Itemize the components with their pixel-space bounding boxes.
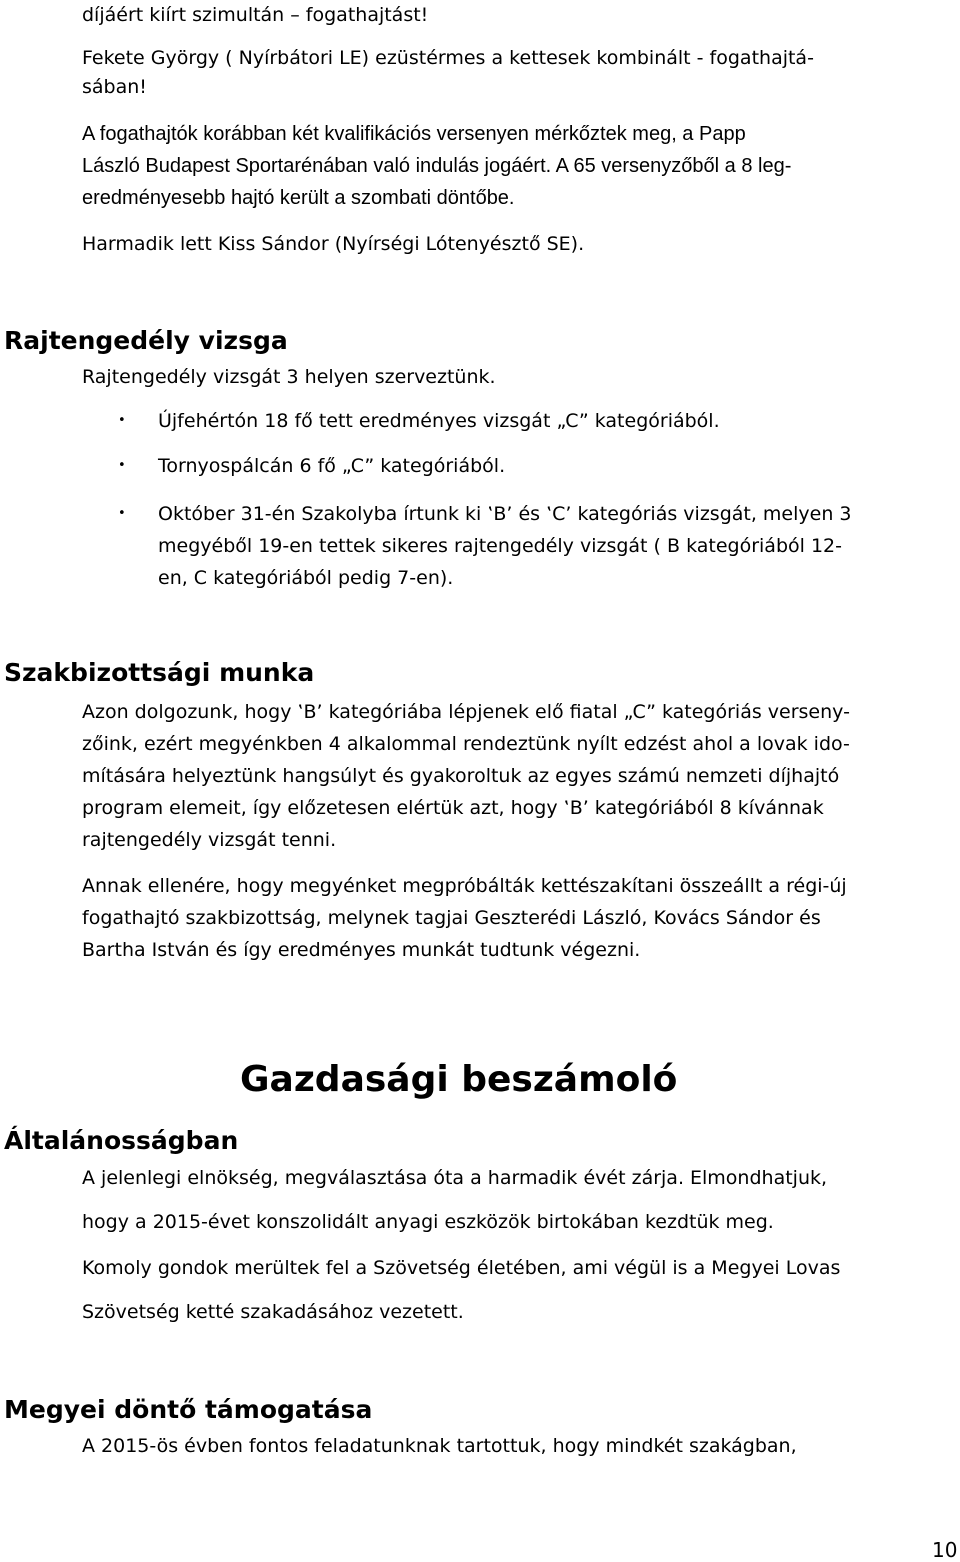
text-line: hogy a 2015-évet konszolidált anyagi eszközök birtokában kezdtük meg.: [82, 1211, 774, 1233]
section-heading: Szakbizottsági munka: [4, 658, 315, 687]
chapter-title: Gazdasági beszámoló: [240, 1059, 678, 1100]
bullet-icon: •: [118, 413, 126, 428]
list-item-text: megyéből 19-en tettek sikeres rajtengedély vizsgát ( B kategóriából 12-: [158, 535, 842, 557]
list-item-text: Tornyospálcán 6 fő „C” kategóriából.: [158, 455, 506, 477]
section-heading: Megyei döntő támogatása: [4, 1395, 373, 1424]
bullet-icon: •: [118, 506, 126, 521]
list-item-text: Október 31-én Szakolyba írtunk ki ‛B’ és ‛C’ kategóriás vizsgát, melyen 3: [158, 503, 852, 525]
text-line: A jelenlegi elnökség, megválasztása óta a harmadik évét zárja. Elmondhatjuk,: [82, 1167, 828, 1189]
text-line: Fekete György ( Nyírbátori LE) ezüstérmes a kettesek kombinált - fogathajtá-: [82, 47, 814, 69]
text-line: fogathajtó szakbizottság, melynek tagjai Geszterédi László, Kovács Sándor és: [82, 907, 821, 929]
list-item-text: Újfehértón 18 fő tett eredményes vizsgát „C” kategóriából.: [158, 410, 720, 432]
text-line: Komoly gondok merültek fel a Szövetség életében, ami végül is a Megyei Lovas: [82, 1257, 841, 1279]
text-line: rajtengedély vizsgát tenni.: [82, 829, 337, 851]
text-line: eredményesebb hajtó került a szombati döntőbe.: [82, 187, 515, 209]
section-heading: Rajtengedély vizsga: [4, 326, 288, 355]
text-line: program elemeit, így előzetesen elértük azt, hogy ‛B’ kategóriából 8 kívánnak: [82, 797, 824, 819]
text-line: A fogathajtók korábban két kvalifikációs versenyen mérkőztek meg, a Papp: [82, 123, 746, 145]
text-line: A 2015-ös évben fontos feladatunknak tartottuk, hogy mindkét szakágban,: [82, 1435, 797, 1457]
text-line: Annak ellenére, hogy megyénket megpróbálták kettészakítani összeállt a régi-új: [82, 875, 847, 897]
text-line: Azon dolgozunk, hogy ‛B’ kategóriába lépjenek elő fiatal „C” kategóriás verseny-: [82, 701, 850, 723]
text-line: Szövetség ketté szakadásához vezetett.: [82, 1301, 464, 1323]
text-line: Bartha István és így eredményes munkát tudtunk végezni.: [82, 939, 641, 961]
text-line: sában!: [82, 76, 147, 98]
text-line: Rajtengedély vizsgát 3 helyen szerveztünk.: [82, 366, 496, 388]
text-line: László Budapest Sportarénában való indulás jogáért. A 65 versenyzőből a 8 leg-: [82, 155, 792, 177]
section-heading: Általánosságban: [4, 1126, 239, 1155]
text-line: mítására helyeztünk hangsúlyt és gyakoroltuk az egyes számú nemzeti díjhajtó: [82, 765, 840, 787]
page-number: 10: [932, 1538, 958, 1562]
text-line: zőink, ezért megyénkben 4 alkalommal rendeztünk nyílt edzést ahol a lovak ido-: [82, 733, 850, 755]
list-item-text: en, C kategóriából pedig 7-en).: [158, 567, 454, 589]
bullet-icon: •: [118, 458, 126, 473]
text-line: díjáért kiírt szimultán – fogathajtást!: [82, 4, 429, 26]
text-line: Harmadik lett Kiss Sándor (Nyírségi Lótenyésztő SE).: [82, 233, 585, 255]
